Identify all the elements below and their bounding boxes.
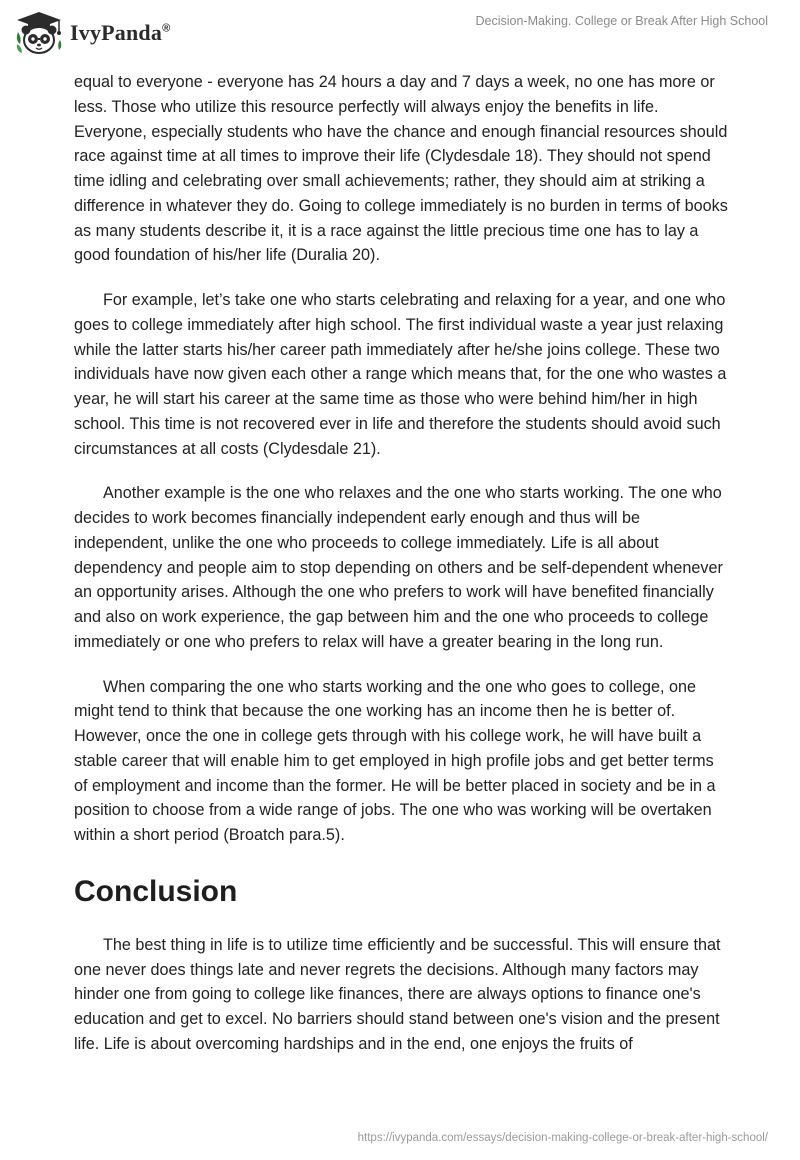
paragraph: When comparing the one who starts working and the one who goes to college, one might tend to think that because the one working has an income then he is better of. However, once the one in college gets through with his college work, he will have built a stable career that will enable him to get employed in high profile jobs and get better terms of employment and income than the former. He will be better placed in society and be in a position to choose from a wide range of jobs. The one who was working will be overtaken within a short period (Broatch para.5).	[74, 677, 716, 844]
document-title: Decision-Making. College or Break After High School	[475, 14, 768, 28]
panda-graduate-icon	[14, 10, 64, 56]
registered-mark: ®	[162, 22, 171, 35]
paragraph: equal to everyone - everyone has 24 hours a day and 7 days a week, no one has more or less. Those who utilize this resource perfectly will always enjoy the benefits in life. Everyone, especially students who have the chance and enough financial resources should race against time at all times to improve their life (Clydesdale 18). They should not spend time idling and celebrating over small achievements; rather, they should aim at striking a difference in whatever they do. Going to college immediately is no burden in terms of books as many students describe it, it is a race against the little precious time one has to lay a good foundation of his/her life (Duralia 20).	[74, 73, 728, 265]
conclusion-heading: Conclusion	[74, 874, 238, 908]
paragraph: Another example is the one who relaxes and the one who starts working. The one who decides to work becomes financially independent early enough and thus will be independent, unlike the one who proceeds to college immediately. Life is all about dependency and people aim to stop depending on others and be self-dependent whenever an opportunity arises. Although the one who prefers to work will have benefited financially and also on work experience, the gap between him and the one who proceeds to college immediately or one who prefers to relax will have a greater bearing in the long run.	[74, 484, 723, 651]
paragraph: For example, let’s take one who starts celebrating and relaxing for a year, and one who goes to college immediately after high school. The first individual waste a year just relaxing while the latter starts his/her career path immediately after he/she joins college. These two individuals have now given each other a range which means that, for the one who wastes a year, he will start his career at the same time as those who were behind him/her in high school. This time is not recovered ever in life and therefore the students should avoid such circumstances at all costs (Clydesdale 21).	[74, 291, 727, 458]
essay-body	[74, 70, 730, 1077]
source-url[interactable]: https://ivypanda.com/essays/decision-making-college-or-break-after-high-school/	[357, 1132, 768, 1144]
conclusion-paragraph: The best thing in life is to utilize time efficiently and be successful. This will ensure that one never does things late and never regrets the decisions. Although many factors may hinder one from going to college like finances, there are always options to finance one's education and get to excel. No barriers should stand between one's vision and the present life. Life is about overcoming hardships and in the end, one enjoys the fruits of	[74, 935, 721, 1053]
brand-name: IvyPanda®	[70, 20, 171, 45]
page-header	[0, 0, 800, 70]
ivypanda-logo[interactable]	[14, 7, 170, 59]
